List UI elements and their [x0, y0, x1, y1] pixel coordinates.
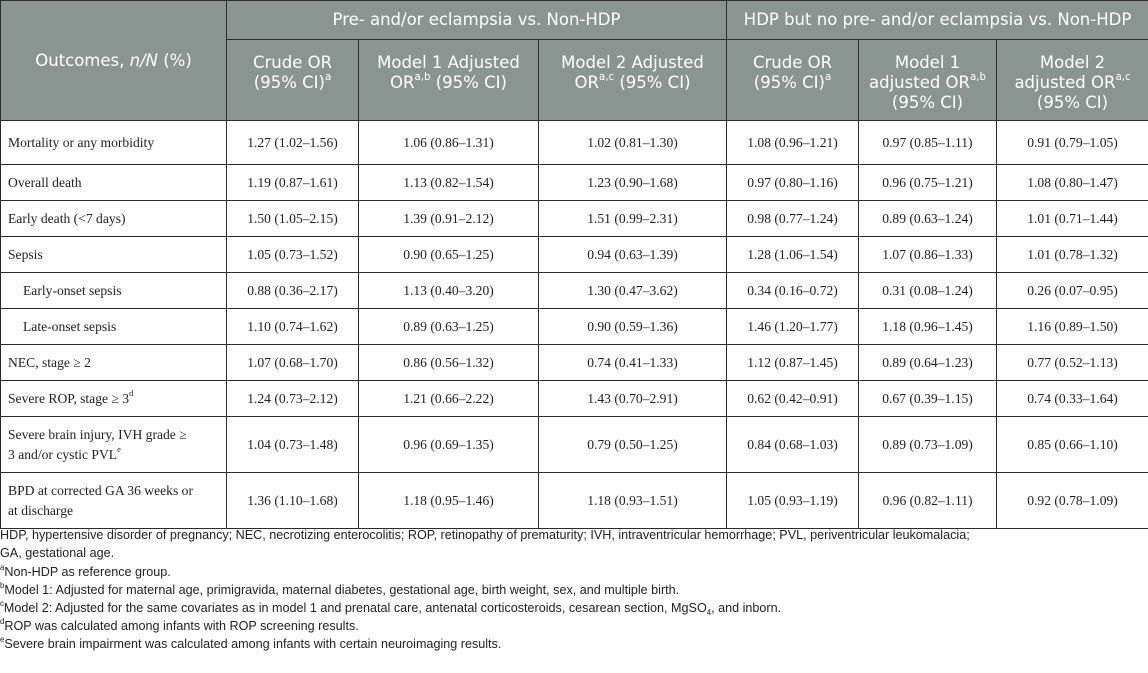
row-label: Late-onset sepsis	[1, 309, 227, 345]
footnote-a: $^a$Non-HDP as reference group.	[0, 563, 171, 579]
col-header-g2-crude-or: Crude OR (95% CI)$^a$	[727, 40, 859, 121]
row-label: Severe ROP, stage ≥ $3^d$	[1, 381, 227, 417]
table-cell: 1.13 (0.40–3.20)	[359, 273, 539, 309]
table-row	[1, 381, 1148, 417]
table-cell: 0.34 (0.16–0.72)	[727, 273, 859, 309]
table-row	[1, 473, 1148, 529]
table-cell: 0.97 (0.80–1.16)	[727, 165, 859, 201]
table-cell: 0.89 (0.63–1.25)	[359, 309, 539, 345]
footnote-e: $^e$Severe brain impairment was calculated among infants with certain neuroimaging results.	[0, 635, 502, 651]
table-cell: 1.18 (0.95–1.46)	[359, 473, 539, 529]
table-cell: 1.51 (0.99–2.31)	[539, 201, 727, 237]
table-cell: 0.84 (0.68–1.03)	[727, 417, 859, 473]
table-row	[1, 121, 1148, 165]
table-cell: 1.19 (0.87–1.61)	[227, 165, 359, 201]
footnote-c: $^c$Model 2: Adjusted for the same covariates as in model 1 and prenatal care, antenatal corticosteroids, cesarean section, MgSO$_4$, and inborn.	[0, 599, 782, 617]
table-cell: 0.86 (0.56–1.32)	[359, 345, 539, 381]
col-header-g2-model1: Model 1 adjusted OR$^{a,b}$ (95% CI)	[859, 40, 997, 121]
table-cell: 1.07 (0.86–1.33)	[859, 237, 997, 273]
table-cell: 1.01 (0.78–1.32)	[997, 237, 1148, 273]
table-cell: 0.89 (0.64–1.23)	[859, 345, 997, 381]
row-label: Severe brain injury, IVH grade ≥ 3 and/or cystic PVL$^e$	[1, 417, 227, 473]
footnote-d: $^d$ROP was calculated among infants with ROP screening results.	[0, 617, 359, 633]
table-cell: 1.06 (0.86–1.31)	[359, 121, 539, 165]
table-cell: 0.74 (0.33–1.64)	[997, 381, 1148, 417]
row-label: Early death (<7 days)	[1, 201, 227, 237]
table-cell: 0.89 (0.73–1.09)	[859, 417, 997, 473]
row-label: NEC, stage ≥ 2	[1, 345, 227, 381]
table-cell: 1.05 (0.73–1.52)	[227, 237, 359, 273]
table-cell: 1.23 (0.90–1.68)	[539, 165, 727, 201]
group-header-hdp-no-eclampsia: HDP but no pre- and/or eclampsia vs. Non-HDP	[727, 1, 1148, 40]
table-cell: 1.18 (0.93–1.51)	[539, 473, 727, 529]
footnote-b: $^b$Model 1: Adjusted for maternal age, primigravida, maternal diabetes, gestational age, birth weight, sex, and multiple birth.	[0, 581, 680, 597]
table-cell: 1.02 (0.81–1.30)	[539, 121, 727, 165]
table-cell: 0.90 (0.59–1.36)	[539, 309, 727, 345]
table-cell: 0.94 (0.63–1.39)	[539, 237, 727, 273]
table-cell: 1.18 (0.96–1.45)	[859, 309, 997, 345]
col-header-g1-model2: Model 2 Adjusted OR$^{a,c}$ (95% CI)	[539, 40, 727, 121]
table-cell: 0.96 (0.82–1.11)	[859, 473, 997, 529]
table-cell: 1.07 (0.68–1.70)	[227, 345, 359, 381]
table-cell: 1.08 (0.80–1.47)	[997, 165, 1148, 201]
table-cell: 1.08 (0.96–1.21)	[727, 121, 859, 165]
col-header-g2-model2: Model 2 adjusted OR$^{a,c}$ (95% CI)	[997, 40, 1148, 121]
table-cell: 1.30 (0.47–3.62)	[539, 273, 727, 309]
table-cell: 1.27 (1.02–1.56)	[227, 121, 359, 165]
group-header-row	[1, 1, 1148, 40]
table-cell: 0.88 (0.36–2.17)	[227, 273, 359, 309]
table-cell: 0.77 (0.52–1.13)	[997, 345, 1148, 381]
table-cell: 0.91 (0.79–1.05)	[997, 121, 1148, 165]
table-cell: 0.97 (0.85–1.11)	[859, 121, 997, 165]
group-header-pre-eclampsia: Pre- and/or eclampsia vs. Non-HDP	[227, 1, 727, 40]
footnote-abbreviations: HDP, hypertensive disorder of pregnancy; NEC, necrotizing enterocolitis; ROP, retinopathy of prematurity; IVH, intraventricular hemorrhage; PVL, periventricular leukomalacia; GA, gestational age.	[0, 528, 970, 560]
table-cell: 1.01 (0.71–1.44)	[997, 201, 1148, 237]
table-cell: 0.62 (0.42–0.91)	[727, 381, 859, 417]
table-cell: 1.21 (0.66–2.22)	[359, 381, 539, 417]
table-row	[1, 165, 1148, 201]
table-cell: 0.85 (0.66–1.10)	[997, 417, 1148, 473]
outcomes-header: Outcomes, n/N (%)	[1, 1, 227, 121]
col-header-g1-model1: Model 1 Adjusted OR$^{a,b}$ (95% CI)	[359, 40, 539, 121]
table-row	[1, 237, 1148, 273]
table-cell: 1.28 (1.06–1.54)	[727, 237, 859, 273]
table-cell: 1.39 (0.91–2.12)	[359, 201, 539, 237]
table-cell: 1.46 (1.20–1.77)	[727, 309, 859, 345]
table-cell: 1.36 (1.10–1.68)	[227, 473, 359, 529]
row-label: Sepsis	[1, 237, 227, 273]
table-footnotes	[0, 527, 1146, 653]
table-cell: 0.96 (0.69–1.35)	[359, 417, 539, 473]
table-cell: 0.67 (0.39–1.15)	[859, 381, 997, 417]
table-cell: 0.89 (0.63–1.24)	[859, 201, 997, 237]
row-label: Early-onset sepsis	[1, 273, 227, 309]
col-header-g1-crude-or: Crude OR (95% CI)$^a$	[227, 40, 359, 121]
table-cell: 1.16 (0.89–1.50)	[997, 309, 1148, 345]
table-cell: 0.79 (0.50–1.25)	[539, 417, 727, 473]
table-cell: 0.90 (0.65–1.25)	[359, 237, 539, 273]
table-cell: 1.43 (0.70–2.91)	[539, 381, 727, 417]
table-row	[1, 273, 1148, 309]
table-row	[1, 417, 1148, 473]
table-cell: 1.50 (1.05–2.15)	[227, 201, 359, 237]
table-cell: 0.31 (0.08–1.24)	[859, 273, 997, 309]
table-cell: 1.10 (0.74–1.62)	[227, 309, 359, 345]
table-cell: 0.98 (0.77–1.24)	[727, 201, 859, 237]
table-row	[1, 345, 1148, 381]
table-cell: 0.74 (0.41–1.33)	[539, 345, 727, 381]
table-cell: 1.05 (0.93–1.19)	[727, 473, 859, 529]
table-cell: 1.12 (0.87–1.45)	[727, 345, 859, 381]
table-row	[1, 201, 1148, 237]
row-label: Overall death	[1, 165, 227, 201]
table-cell: 0.96 (0.75–1.21)	[859, 165, 997, 201]
row-label: BPD at corrected GA 36 weeks or at discharge	[1, 473, 227, 529]
table-cell: 1.24 (0.73–2.12)	[227, 381, 359, 417]
table-cell: 1.13 (0.82–1.54)	[359, 165, 539, 201]
row-label: Mortality or any morbidity	[1, 121, 227, 165]
table-row	[1, 309, 1148, 345]
table-cell: 1.04 (0.73–1.48)	[227, 417, 359, 473]
table-cell: 0.92 (0.78–1.09)	[997, 473, 1148, 529]
table-cell: 0.26 (0.07–0.95)	[997, 273, 1148, 309]
